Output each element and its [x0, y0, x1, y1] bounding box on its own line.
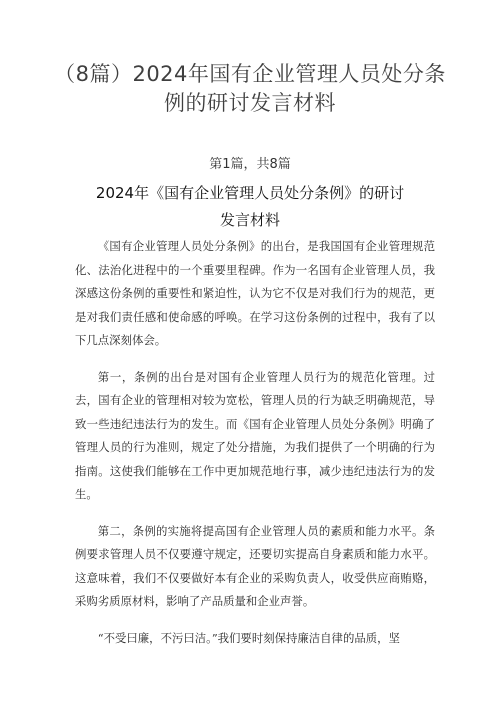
document-title-line-2: 例的研讨发言材料 — [164, 91, 336, 115]
body-text — [75, 235, 435, 663]
document-title — [40, 60, 460, 118]
paragraph: “不受曰廉，不污曰洁。”我们要时刻保持廉洁自律的品质，坚 — [97, 630, 400, 645]
section-heading-line-2: 发言材料 — [219, 211, 280, 229]
paragraph: 《国有企业管理人员处分条例》的出台，是我国国有企业管理规范化、法治化进程中的一个重要里程碑。作为一名国有企业管理人员，我深感这份条例的重要性和紧迫性，认为它不仅是对我们行为的规范，更是对我们责任感和使命感的呼唤。在学习这份条例的过程中，我有了以下几点深刻体会。 — [75, 239, 435, 347]
part-indicator: 第1篇，共8篇 — [209, 157, 291, 172]
paragraph: 第一，条例的出台是对国有企业管理人员行为的规范化管理。过去，国有企业的管理相对较为宽松，管理人员的行为缺乏明确规范，导致一些违纪违法行为的发生。而《国有企业管理人员处分条例》明确了管理人员的行为准则，规定了处分措施，为我们提供了一个明确的行为指南。这使我们能够在工作中更加规范地行事，减少违纪违法行为的发生。 — [75, 369, 435, 501]
document-title-line-1: （8篇）2024年国有企业管理人员处分条 — [54, 62, 446, 86]
section-heading-line-1: 2024年《国有企业管理人员处分条例》的研讨 — [95, 184, 405, 202]
paragraph: 第二，条例的实施将提高国有企业管理人员的素质和能力水平。条例要求管理人员不仅要遵守规定，还要切实提高自身素质和能力水平。这意味着，我们不仅要做好本有企业的采购负责人，收受供应商贿赂，采购劣质原材料，影响了产品质量和企业声誉。 — [75, 523, 435, 608]
section-heading — [90, 180, 410, 234]
